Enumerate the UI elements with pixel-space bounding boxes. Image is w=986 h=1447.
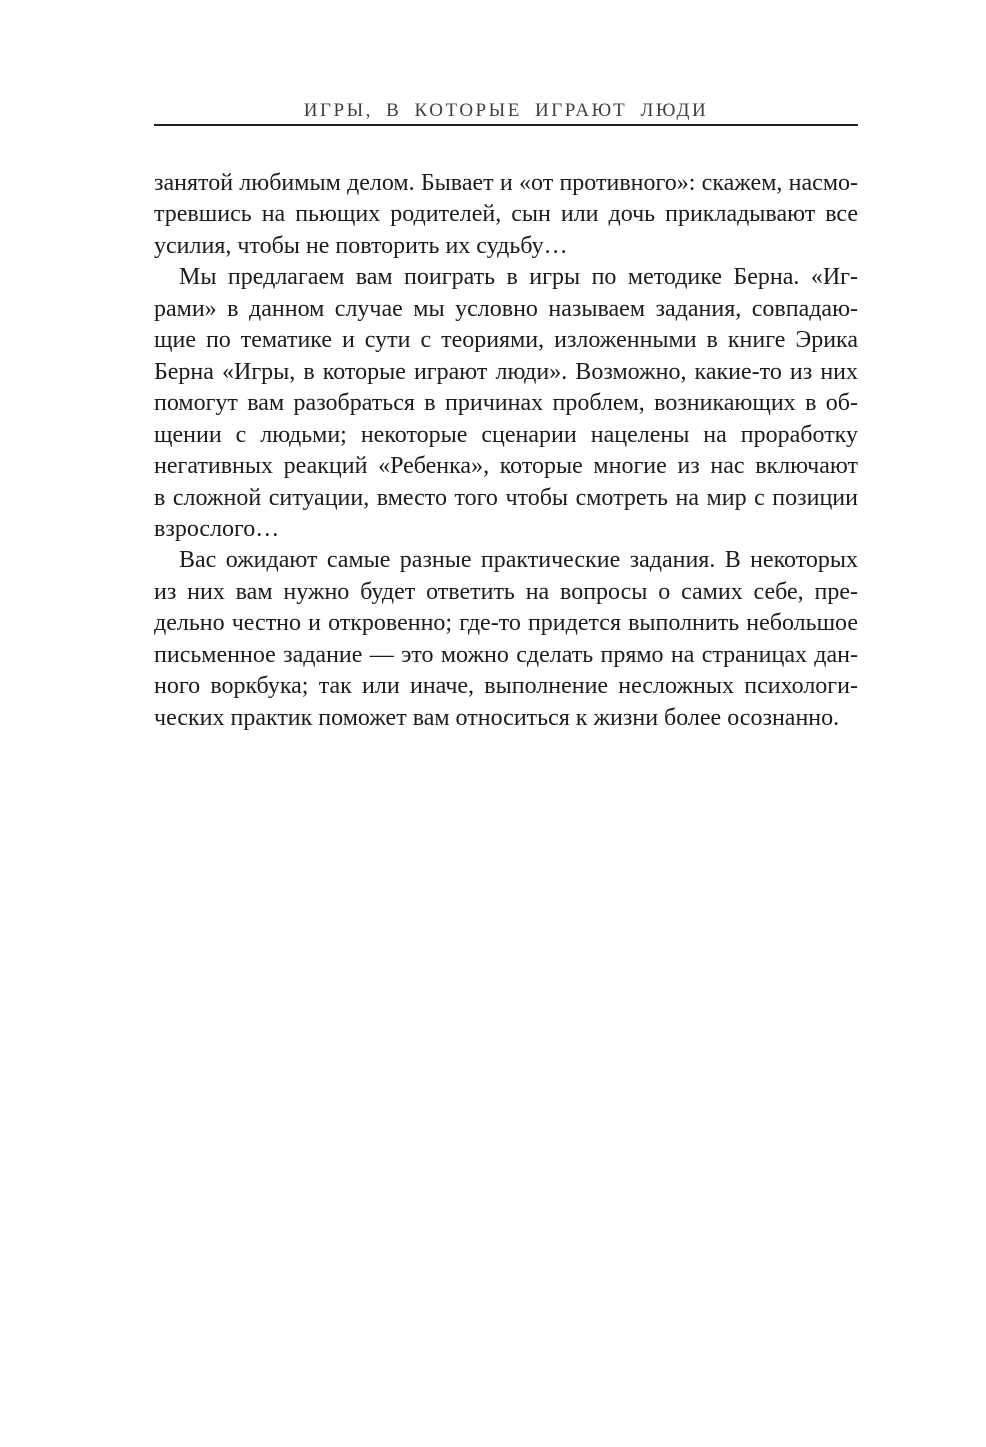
text-line: ного воркбука; так или иначе, выполнение несложных психологи-	[154, 673, 858, 700]
running-header-title: ИГРЫ, В КОТОРЫЕ ИГРАЮТ ЛЮДИ	[303, 100, 709, 121]
text-line: усилия, чтобы не повторить их судьбу…	[154, 232, 568, 259]
text-line: взрослого…	[154, 515, 280, 542]
text-line: помогут вам разобраться в причинах проблем, возникающих в об-	[154, 390, 858, 417]
text-line: занятой любимым делом. Бывает и «от противного»: скажем, насмо-	[154, 170, 858, 196]
text-line: из них вам нужно будет ответить на вопросы о самих себе, пре-	[154, 578, 858, 605]
text-line: письменное задание — это можно сделать прямо на страницах дан-	[154, 641, 858, 668]
text-line: щие по тематике и сути с теориями, изложенными в книге Эрика	[154, 327, 858, 354]
text-line: дельно честно и откровенно; где-то придется выполнить небольшое	[154, 610, 858, 637]
body-text	[154, 168, 858, 734]
text-line: Берна «Игры, в которые играют люди». Возможно, какие-то из них	[154, 358, 858, 385]
header-rule	[154, 124, 858, 126]
text-line: в сложной ситуации, вместо того чтобы смотреть на мир с позиции	[154, 484, 858, 511]
text-line: щении с людьми; некоторые сценарии нацелены на проработку	[154, 421, 858, 448]
text-line: негативных реакций «Ребенка», которые многие из нас включают	[154, 453, 858, 480]
text-line: рами» в данном случае мы условно называем задания, совпадаю-	[154, 295, 858, 322]
text-line: Мы предлагаем вам поиграть в игры по методике Берна. «Иг-	[179, 264, 858, 291]
text-line: ческих практик поможет вам относиться к жизни более осознанно.	[154, 704, 840, 731]
text-line: Вас ожидают самые разные практические задания. В некоторых	[179, 547, 858, 574]
text-line: тревшись на пьющих родителей, сын или дочь прикладывают все	[154, 201, 858, 228]
paragraph	[154, 262, 858, 545]
paragraph	[154, 545, 858, 734]
paragraph	[154, 168, 858, 262]
